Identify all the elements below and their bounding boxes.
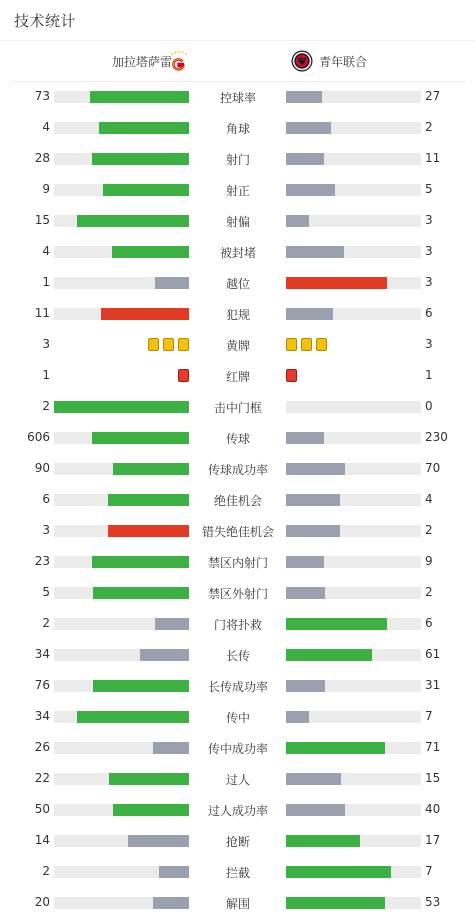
stat-row bbox=[0, 361, 475, 392]
away-stat-value: 7 bbox=[425, 709, 433, 723]
away-bar-track bbox=[286, 866, 421, 878]
away-bar-fill bbox=[286, 91, 322, 103]
home-stat-value: 26 bbox=[34, 740, 50, 754]
away-stat-value: 6 bbox=[425, 616, 433, 630]
home-stat-value: 34 bbox=[34, 709, 50, 723]
away-bar-fill bbox=[286, 773, 341, 785]
away-bar-fill bbox=[286, 804, 345, 816]
stat-row bbox=[0, 330, 475, 361]
home-team-name: 加拉塔萨雷 bbox=[111, 55, 172, 69]
stat-row bbox=[0, 578, 475, 609]
stat-label: 拦截 bbox=[225, 866, 250, 880]
home-bar-track bbox=[54, 587, 189, 599]
home-bar-track bbox=[54, 277, 189, 289]
away-stat-value: 2 bbox=[425, 523, 433, 537]
away-bar-fill bbox=[286, 556, 324, 568]
away-team-name: 青年联合 bbox=[319, 55, 368, 69]
stat-row bbox=[0, 82, 475, 113]
home-bar-fill bbox=[155, 277, 189, 289]
home-stat-value: 3 bbox=[42, 523, 50, 537]
home-bar-track bbox=[54, 773, 189, 785]
stat-row bbox=[0, 547, 475, 578]
home-stat-value: 23 bbox=[34, 554, 50, 568]
home-bar-track bbox=[54, 556, 189, 568]
yellow-card-icon bbox=[163, 338, 174, 351]
away-stat-value: 3 bbox=[425, 275, 433, 289]
away-stat-value: 2 bbox=[425, 120, 433, 134]
away-bar-fill bbox=[286, 711, 309, 723]
red-card-icon bbox=[178, 369, 189, 382]
stat-row bbox=[0, 516, 475, 547]
home-bar-track bbox=[54, 897, 189, 909]
stat-label: 传球 bbox=[225, 432, 250, 446]
away-bar-track bbox=[286, 587, 421, 599]
home-stat-value: 4 bbox=[42, 244, 50, 258]
away-bar-track bbox=[286, 618, 421, 630]
red-card-icon bbox=[286, 369, 297, 382]
away-bar-track bbox=[286, 463, 421, 475]
away-bar-fill bbox=[286, 153, 324, 165]
home-bar-track bbox=[54, 742, 189, 754]
home-bar-fill bbox=[155, 618, 189, 630]
stat-label: 黄牌 bbox=[225, 339, 250, 353]
away-bar-track bbox=[286, 277, 421, 289]
home-bar-track bbox=[54, 618, 189, 630]
home-bar-fill bbox=[77, 215, 189, 227]
away-bar-fill bbox=[286, 277, 387, 289]
stat-row bbox=[0, 144, 475, 175]
away-bar-track bbox=[286, 184, 421, 196]
stat-row bbox=[0, 764, 475, 795]
galatasaray-crest-icon bbox=[168, 50, 188, 72]
away-bar-fill bbox=[286, 897, 385, 909]
away-bar-track bbox=[286, 835, 421, 847]
stat-label: 红牌 bbox=[225, 370, 250, 384]
away-stat-value: 3 bbox=[425, 244, 433, 258]
genclerbirligi-crest-icon bbox=[291, 50, 313, 72]
stat-label: 绝佳机会 bbox=[213, 494, 262, 508]
away-bar-fill bbox=[286, 587, 325, 599]
home-bar-track bbox=[54, 463, 189, 475]
stat-row bbox=[0, 795, 475, 826]
home-bar-fill bbox=[140, 649, 189, 661]
stat-label: 击中门框 bbox=[213, 401, 262, 415]
page-title: 技术统计 bbox=[14, 12, 77, 30]
away-cards bbox=[286, 338, 327, 352]
away-bar-track bbox=[286, 308, 421, 320]
away-bar-track bbox=[286, 122, 421, 134]
away-bar-track bbox=[286, 711, 421, 723]
home-stat-value: 1 bbox=[42, 275, 50, 289]
home-cards bbox=[148, 338, 189, 352]
stat-row bbox=[0, 454, 475, 485]
stat-label: 传中成功率 bbox=[207, 742, 268, 756]
stat-row bbox=[0, 671, 475, 702]
away-stat-value: 71 bbox=[425, 740, 441, 754]
stat-row bbox=[0, 299, 475, 330]
stat-label: 过人成功率 bbox=[207, 804, 268, 818]
home-bar-fill bbox=[93, 587, 189, 599]
stat-label: 角球 bbox=[225, 122, 250, 136]
home-stat-value: 14 bbox=[34, 833, 50, 847]
away-bar-track bbox=[286, 432, 421, 444]
home-stat-value: 9 bbox=[42, 182, 50, 196]
away-bar-fill bbox=[286, 215, 309, 227]
home-bar-fill bbox=[54, 401, 189, 413]
away-bar-fill bbox=[286, 246, 344, 258]
stat-label: 过人 bbox=[225, 773, 250, 787]
stat-row bbox=[0, 392, 475, 423]
home-stat-value: 73 bbox=[34, 89, 50, 103]
stat-row bbox=[0, 175, 475, 206]
stat-label: 长传成功率 bbox=[207, 680, 268, 694]
home-cards bbox=[178, 369, 189, 383]
teams-row bbox=[10, 41, 466, 82]
stat-label: 解围 bbox=[225, 897, 250, 911]
yellow-card-icon bbox=[286, 338, 297, 351]
away-bar-fill bbox=[286, 742, 385, 754]
home-stat-value: 3 bbox=[42, 337, 50, 351]
home-bar-track bbox=[54, 804, 189, 816]
stat-row bbox=[0, 485, 475, 516]
away-bar-track bbox=[286, 897, 421, 909]
home-bar-track bbox=[54, 525, 189, 537]
stat-label: 越位 bbox=[225, 277, 250, 291]
stat-label: 传球成功率 bbox=[207, 463, 268, 477]
yellow-card-icon bbox=[148, 338, 159, 351]
home-bar-track bbox=[54, 184, 189, 196]
stat-label: 射偏 bbox=[225, 215, 250, 229]
stat-row bbox=[0, 702, 475, 733]
away-bar-fill bbox=[286, 432, 324, 444]
home-stat-value: 2 bbox=[42, 616, 50, 630]
stat-label: 射正 bbox=[225, 184, 250, 198]
away-bar-fill bbox=[286, 525, 340, 537]
away-stat-value: 1 bbox=[425, 368, 433, 382]
home-bar-track bbox=[54, 122, 189, 134]
home-stat-value: 34 bbox=[34, 647, 50, 661]
away-bar-fill bbox=[286, 463, 345, 475]
stat-label: 门将扑救 bbox=[213, 618, 262, 632]
away-bar-track bbox=[286, 773, 421, 785]
away-stat-value: 31 bbox=[425, 678, 441, 692]
home-bar-fill bbox=[103, 184, 189, 196]
home-stat-value: 606 bbox=[27, 430, 50, 444]
home-bar-track bbox=[54, 494, 189, 506]
away-stat-value: 4 bbox=[425, 492, 433, 506]
home-bar-track bbox=[54, 835, 189, 847]
away-bar-fill bbox=[286, 649, 372, 661]
home-stat-value: 22 bbox=[34, 771, 50, 785]
home-bar-fill bbox=[92, 153, 189, 165]
stats-list bbox=[0, 82, 475, 919]
away-bar-fill bbox=[286, 835, 360, 847]
stat-row bbox=[0, 609, 475, 640]
stat-row bbox=[0, 237, 475, 268]
away-bar-track bbox=[286, 804, 421, 816]
home-bar-fill bbox=[113, 804, 189, 816]
home-bar-fill bbox=[153, 742, 189, 754]
stat-row bbox=[0, 423, 475, 454]
stat-label: 禁区外射门 bbox=[207, 587, 268, 601]
away-stat-value: 0 bbox=[425, 399, 433, 413]
away-stat-value: 11 bbox=[425, 151, 441, 165]
home-bar-fill bbox=[112, 246, 189, 258]
home-stat-value: 5 bbox=[42, 585, 50, 599]
away-stat-value: 9 bbox=[425, 554, 433, 568]
home-bar-fill bbox=[108, 525, 189, 537]
stat-row bbox=[0, 206, 475, 237]
home-bar-track bbox=[54, 649, 189, 661]
away-bar-fill bbox=[286, 866, 391, 878]
away-bar-track bbox=[286, 649, 421, 661]
home-stat-value: 76 bbox=[34, 678, 50, 692]
stat-label: 抢断 bbox=[225, 835, 250, 849]
stat-row bbox=[0, 888, 475, 919]
home-bar-fill bbox=[101, 308, 189, 320]
away-stat-value: 230 bbox=[425, 430, 448, 444]
away-stat-value: 53 bbox=[425, 895, 441, 909]
stat-label: 禁区内射门 bbox=[207, 556, 268, 570]
home-stat-value: 4 bbox=[42, 120, 50, 134]
stat-row bbox=[0, 268, 475, 299]
home-bar-track bbox=[54, 866, 189, 878]
away-bar-track bbox=[286, 525, 421, 537]
away-bar-track bbox=[286, 494, 421, 506]
home-bar-track bbox=[54, 711, 189, 723]
away-stat-value: 17 bbox=[425, 833, 441, 847]
stat-row bbox=[0, 857, 475, 888]
away-stat-value: 3 bbox=[425, 337, 433, 351]
away-stat-value: 61 bbox=[425, 647, 441, 661]
home-stat-value: 15 bbox=[34, 213, 50, 227]
home-bar-fill bbox=[99, 122, 189, 134]
home-stat-value: 20 bbox=[34, 895, 50, 909]
home-stat-value: 2 bbox=[42, 864, 50, 878]
away-bar-track bbox=[286, 153, 421, 165]
stat-label: 长传 bbox=[225, 649, 250, 663]
home-stat-value: 1 bbox=[42, 368, 50, 382]
away-stat-value: 5 bbox=[425, 182, 433, 196]
away-stat-value: 7 bbox=[425, 864, 433, 878]
home-bar-fill bbox=[77, 711, 189, 723]
away-bar-fill bbox=[286, 308, 333, 320]
stat-label: 射门 bbox=[225, 153, 250, 167]
away-bar-track bbox=[286, 401, 421, 413]
away-bar-fill bbox=[286, 680, 325, 692]
away-stat-value: 2 bbox=[425, 585, 433, 599]
home-bar-track bbox=[54, 153, 189, 165]
home-bar-track bbox=[54, 680, 189, 692]
away-stat-value: 70 bbox=[425, 461, 441, 475]
away-bar-track bbox=[286, 556, 421, 568]
away-stat-value: 40 bbox=[425, 802, 441, 816]
away-bar-track bbox=[286, 742, 421, 754]
home-bar-fill bbox=[90, 91, 189, 103]
stat-row bbox=[0, 733, 475, 764]
home-stat-value: 90 bbox=[34, 461, 50, 475]
stat-label: 犯规 bbox=[225, 308, 250, 322]
away-bar-track bbox=[286, 680, 421, 692]
stat-row bbox=[0, 113, 475, 144]
home-stat-value: 50 bbox=[34, 802, 50, 816]
stat-row bbox=[0, 826, 475, 857]
away-stat-value: 27 bbox=[425, 89, 441, 103]
home-bar-fill bbox=[159, 866, 189, 878]
stats-header bbox=[0, 0, 475, 41]
home-bar-fill bbox=[92, 432, 189, 444]
home-bar-track bbox=[54, 215, 189, 227]
home-bar-track bbox=[54, 308, 189, 320]
home-stat-value: 28 bbox=[34, 151, 50, 165]
home-bar-track bbox=[54, 246, 189, 258]
home-bar-fill bbox=[128, 835, 189, 847]
home-stat-value: 6 bbox=[42, 492, 50, 506]
home-bar-track bbox=[54, 432, 189, 444]
home-bar-track bbox=[54, 91, 189, 103]
away-stat-value: 3 bbox=[425, 213, 433, 227]
yellow-card-icon bbox=[301, 338, 312, 351]
away-bar-fill bbox=[286, 494, 340, 506]
home-bar-fill bbox=[113, 463, 189, 475]
home-bar-fill bbox=[93, 680, 189, 692]
home-bar-fill bbox=[153, 897, 189, 909]
home-bar-fill bbox=[109, 773, 189, 785]
stat-row bbox=[0, 640, 475, 671]
away-stat-value: 15 bbox=[425, 771, 441, 785]
away-bar-fill bbox=[286, 618, 387, 630]
away-bar-track bbox=[286, 246, 421, 258]
stat-label: 错失绝佳机会 bbox=[201, 525, 274, 539]
away-cards bbox=[286, 369, 297, 383]
stat-label: 控球率 bbox=[219, 91, 256, 105]
yellow-card-icon bbox=[316, 338, 327, 351]
home-bar-track bbox=[54, 401, 189, 413]
home-bar-fill bbox=[92, 556, 189, 568]
home-stat-value: 11 bbox=[34, 306, 50, 320]
away-stat-value: 6 bbox=[425, 306, 433, 320]
away-bar-fill bbox=[286, 184, 335, 196]
stat-label: 被封堵 bbox=[219, 246, 256, 260]
away-bar-track bbox=[286, 91, 421, 103]
stat-label: 传中 bbox=[225, 711, 250, 725]
home-bar-fill bbox=[108, 494, 189, 506]
away-bar-fill bbox=[286, 122, 331, 134]
yellow-card-icon bbox=[178, 338, 189, 351]
home-stat-value: 2 bbox=[42, 399, 50, 413]
away-bar-track bbox=[286, 215, 421, 227]
